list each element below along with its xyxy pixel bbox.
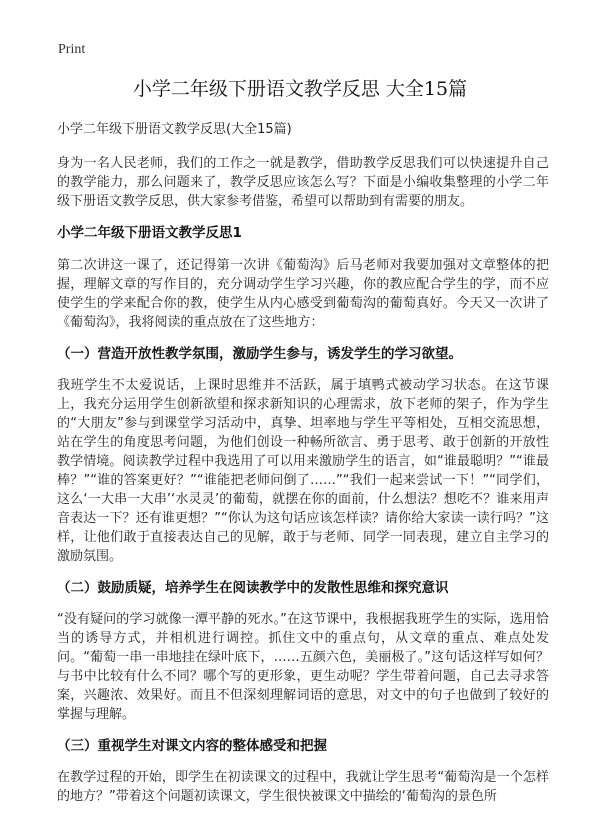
document-subtitle: 小学二年级下册语文教学反思(大全15篇) [57,122,292,137]
part-paragraph-2: “没有疑问的学习就像一潭平静的死水。”在这节课中，我根据我班学生的实际，选用恰当的诱导方式，并相机进行调控。抓住文中的重点句，从文章的重点、难点处发问。“葡萄一串一串地挂在绿叶底下，……五颜六色，美丽极了。”这句话这样写如何？与书中比较有什么不同？哪个写的更形象，更生动呢？学生带着问题，自己去寻求答案，兴趣浓、效果好。而且不但深刻理解词语的意思，对文中的句子也做到了较好的掌握与理解。 [57,612,549,722]
section-heading: 小学二年级下册语文教学反思1 [57,225,242,241]
section-paragraph: 第二次讲这一课了，还记得第一次讲《葡萄沟》后马老师对我要加强对文章整体的把握，理解文章的写作目的，充分调动学生学习兴趣，你的教应配合学生的学，而不应使学生的学来配合你的教，使学生从内心感受到葡萄沟的葡萄真好。今天又一次讲了《葡萄沟》，我将阅读的重点放在了这些地方： [57,258,549,330]
document-title: 小学二年级下册语文教学反思 大全15篇 [132,78,468,100]
part-heading-1: （一）营造开放性教学氛围，激励学生参与，诱发学生的学习欲望。 [57,346,462,362]
document-body [57,120,549,818]
part-paragraph-3: 在教学过程的开始，即学生在初读课文的过程中，我就让学生思考“葡萄沟是一个怎样的地方？”带着这个问题初读课文，学生很快被课文中描绘的‘葡萄沟的景色所 [57,770,549,804]
print-label: Print [58,42,86,57]
part-heading-2: （二）鼓励质疑，培养学生在阅读教学中的发散性思维和探究意识 [57,580,449,596]
part-heading-3: （三）重视学生对课文内容的整体感受和把握 [57,738,327,754]
intro-paragraph: 身为一名人民老师，我们的工作之一就是教学，借助教学反思我们可以快速提升自己的教学能力，那么问题来了，教学反思应该怎么写？下面是小编收集整理的小学二年级下册语文教学反思，供大家参考借鉴，希望可以帮助到有需要的朋友。 [57,156,549,209]
part-paragraph-1: 我班学生不太爱说话，上课时思维并不活跃，属于填鸭式被动学习状态。在这节课上，我充分运用学生创新欲望和探求新知识的心理需求，放下老师的架子，作为学生的“大朋友”参与到课堂学习活动中，真挚、坦率地与学生平等相处，互相交流思想，站在学生的角度思考问题，为他们创设一种畅所欲言、勇于思考、敢于创新的开放性教学情境。阅读教学过程中我选用了可以用来激励学生的语言，如“谁最聪明？”“谁最棒？”“谁的答案更好？”“谁能把老师问倒了……”“我们一起来尝试一下！”“同学们，这么‘一大串一大串’‘水灵灵’的葡萄，就摆在你的面前，什么想法？想吃不？谁来用声音表达一下？还有谁更想？”“你认为这句话应该怎样读？请你给大家读一读行吗？”这样，让他们敢于直接表达自己的见解，敢于与老师、同学一同表现，建立自主学习的激励氛围。 [57,378,549,564]
